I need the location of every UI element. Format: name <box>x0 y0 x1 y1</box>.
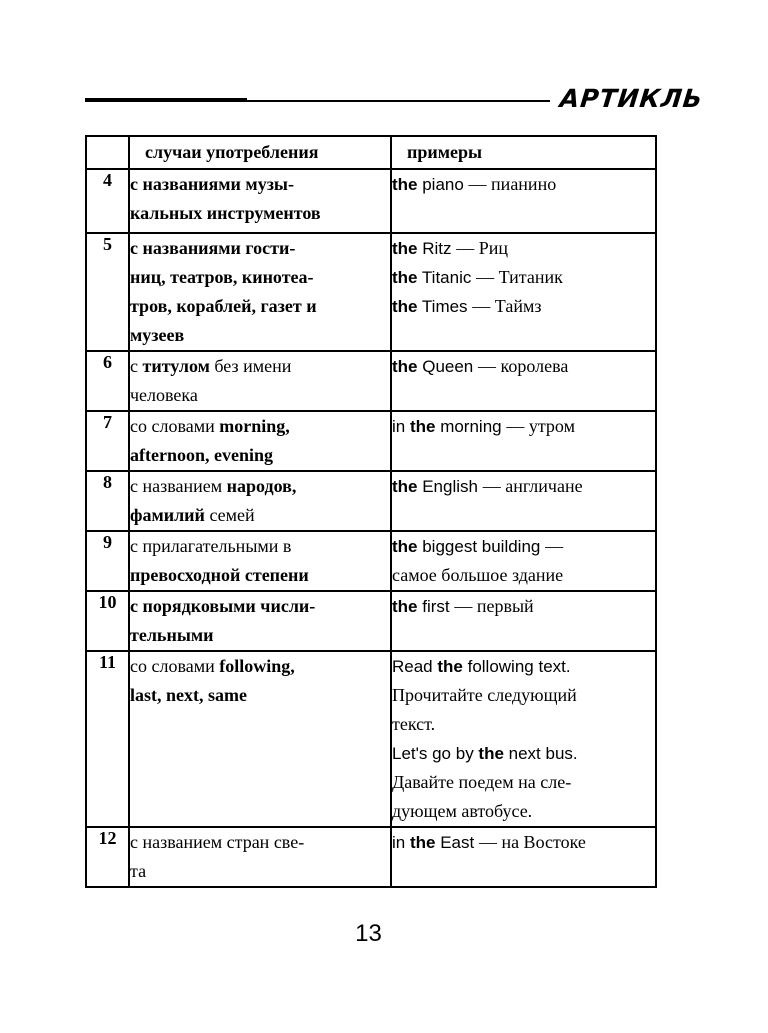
text-segment: с названиями гости- <box>130 238 296 258</box>
row-number-cell: 11 <box>86 651 129 827</box>
text-segment: — на Востоке <box>478 832 586 852</box>
text-line <box>130 592 390 621</box>
text-segment: Queen <box>417 357 478 376</box>
table-row <box>86 411 656 471</box>
text-segment: титулом <box>142 356 210 376</box>
text-line <box>130 352 390 381</box>
text-line <box>130 199 390 228</box>
text-segment: the <box>392 597 418 616</box>
table-row <box>86 651 656 827</box>
text-line <box>392 292 655 321</box>
text-segment: со словами <box>130 416 220 436</box>
header-rule-thin <box>247 100 550 102</box>
row-number-cell: 4 <box>86 169 129 233</box>
usage-cell <box>129 233 391 351</box>
text-segment: Давайте поедем на сле- <box>392 772 572 792</box>
text-segment: Прочитайте следующий <box>392 685 577 705</box>
text-segment: — первый <box>454 596 534 616</box>
text-segment: семей <box>204 505 255 525</box>
text-segment: с названием стран све- <box>130 832 305 852</box>
text-line <box>392 828 655 857</box>
text-line <box>130 857 390 886</box>
text-line <box>392 652 655 681</box>
text-segment: с порядковыми числи- <box>130 596 316 616</box>
text-segment: the <box>392 537 418 556</box>
text-line <box>392 710 655 739</box>
text-line <box>392 352 655 381</box>
text-segment: кальных инструментов <box>130 203 321 223</box>
table-header-row <box>86 136 656 169</box>
text-segment: the <box>392 477 418 496</box>
text-line <box>130 263 390 292</box>
text-segment: человека <box>130 385 198 405</box>
text-segment: — пианино <box>468 174 557 194</box>
page-number: 13 <box>355 920 382 947</box>
text-line <box>392 592 655 621</box>
table-row <box>86 233 656 351</box>
text-segment: Times <box>417 297 473 316</box>
usage-cell <box>129 169 391 233</box>
text-segment: с названием <box>130 476 227 496</box>
examples-cell <box>391 411 656 471</box>
text-segment: народов, <box>226 476 297 496</box>
row-number-cell: 12 <box>86 827 129 887</box>
text-segment: музеев <box>130 325 185 345</box>
text-line <box>130 381 390 410</box>
text-segment: following, <box>219 656 295 676</box>
column-header-usage: случаи употребления <box>129 136 391 169</box>
table-row <box>86 169 656 233</box>
text-segment: превосходной степени <box>130 565 309 585</box>
row-number-cell: 6 <box>86 351 129 411</box>
text-line <box>130 652 390 681</box>
text-line <box>392 532 655 561</box>
table-row <box>86 591 656 651</box>
text-segment: со словами <box>130 656 220 676</box>
text-segment: the <box>392 268 418 287</box>
text-line <box>392 739 655 768</box>
text-segment: фамилий <box>130 505 205 525</box>
text-line <box>392 472 655 501</box>
examples-cell <box>391 827 656 887</box>
text-segment: дующем автобусе. <box>392 801 533 821</box>
text-line <box>130 170 390 199</box>
text-segment: the <box>478 744 504 763</box>
row-number-cell: 10 <box>86 591 129 651</box>
text-segment: the <box>409 833 436 852</box>
text-segment: без имени <box>209 356 292 376</box>
examples-cell <box>391 471 656 531</box>
usage-cell <box>129 351 391 411</box>
text-line <box>130 412 390 441</box>
text-segment: — англичане <box>482 476 583 496</box>
text-segment: English <box>417 477 483 496</box>
text-line <box>392 681 655 710</box>
text-segment: East <box>435 833 479 852</box>
text-line <box>130 828 390 857</box>
text-segment: the <box>437 657 463 676</box>
text-line <box>392 561 655 590</box>
text-segment: с названиями музы- <box>130 174 294 194</box>
text-line <box>392 170 655 199</box>
text-segment: тельными <box>130 625 214 645</box>
text-segment: та <box>130 861 147 881</box>
text-segment: Titanic <box>417 268 477 287</box>
text-segment: first <box>417 597 455 616</box>
examples-cell <box>391 351 656 411</box>
usage-cell <box>129 471 391 531</box>
text-segment: the <box>392 297 418 316</box>
text-line <box>392 263 655 292</box>
text-segment: ниц, театров, кинотеа- <box>130 267 314 287</box>
text-line <box>130 621 390 650</box>
text-segment: next bus. <box>503 744 578 763</box>
table-row <box>86 827 656 887</box>
text-segment: текст. <box>392 714 436 734</box>
usage-table <box>85 135 657 888</box>
table-row <box>86 531 656 591</box>
page-title: АРТИКЛЬ <box>558 84 705 113</box>
text-line <box>130 321 390 350</box>
text-line <box>130 532 390 561</box>
text-segment: in <box>392 833 410 852</box>
column-header-number <box>86 136 129 169</box>
text-segment: morning <box>435 417 507 436</box>
text-segment: last, next, same <box>130 685 247 705</box>
text-segment: — утром <box>506 416 575 436</box>
row-number-cell: 5 <box>86 233 129 351</box>
text-segment: the <box>409 417 436 436</box>
text-segment: Ritz <box>417 239 457 258</box>
header-rule-thick <box>85 98 247 102</box>
table-row <box>86 351 656 411</box>
text-line <box>130 234 390 263</box>
table-row <box>86 471 656 531</box>
text-segment: — королева <box>478 356 569 376</box>
text-segment: — <box>545 536 564 556</box>
text-segment: тров, кораблей, газет и <box>130 296 317 316</box>
text-segment: morning, <box>219 416 290 436</box>
text-line <box>130 292 390 321</box>
text-segment: с <box>130 356 143 376</box>
text-segment: самое большое здание <box>392 565 564 585</box>
text-segment: following text. <box>462 657 571 676</box>
text-segment: piano <box>417 175 469 194</box>
examples-cell <box>391 591 656 651</box>
usage-cell <box>129 651 391 827</box>
text-line <box>130 472 390 501</box>
text-segment: с прилагательными в <box>130 536 292 556</box>
usage-cell <box>129 531 391 591</box>
examples-cell <box>391 169 656 233</box>
text-segment: — Таймз <box>472 296 542 316</box>
text-line <box>392 234 655 263</box>
row-number-cell: 8 <box>86 471 129 531</box>
usage-cell <box>129 827 391 887</box>
column-header-examples: примеры <box>391 136 656 169</box>
text-line <box>130 441 390 470</box>
text-segment: Read <box>392 657 438 676</box>
text-segment: afternoon, evening <box>130 445 273 465</box>
examples-cell <box>391 531 656 591</box>
text-segment: — Титаник <box>476 267 563 287</box>
row-number-cell: 9 <box>86 531 129 591</box>
text-line <box>392 412 655 441</box>
text-line <box>392 768 655 797</box>
row-number-cell: 7 <box>86 411 129 471</box>
text-segment: biggest building <box>417 537 546 556</box>
usage-cell <box>129 591 391 651</box>
text-segment: the <box>392 357 418 376</box>
text-segment: Let's go by <box>392 744 479 763</box>
text-segment: the <box>392 239 418 258</box>
text-line <box>130 501 390 530</box>
text-line <box>130 561 390 590</box>
examples-cell <box>391 651 656 827</box>
text-line <box>392 797 655 826</box>
text-line <box>130 681 390 710</box>
table-body <box>86 169 656 887</box>
text-segment: — Риц <box>456 238 509 258</box>
text-segment: in <box>392 417 410 436</box>
examples-cell <box>391 233 656 351</box>
usage-cell <box>129 411 391 471</box>
text-segment: the <box>392 175 418 194</box>
